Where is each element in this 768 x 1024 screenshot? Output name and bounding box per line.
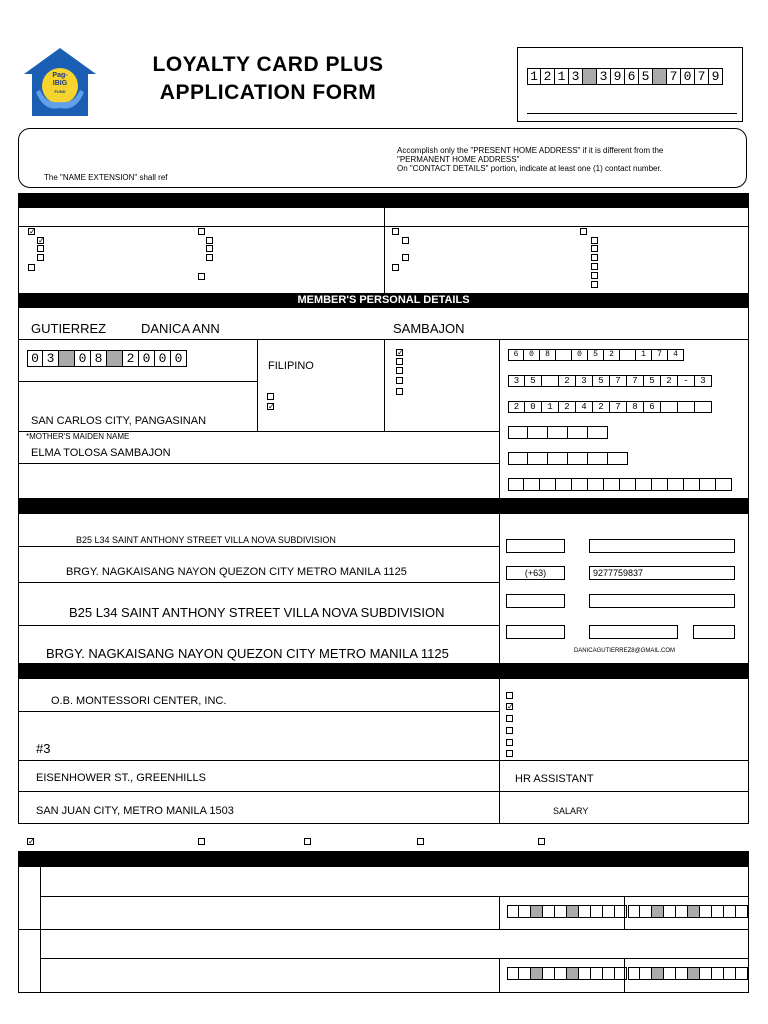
digit-box (531, 967, 543, 980)
employer-street-value[interactable]: EISENHOWER ST., GREENHILLS (36, 772, 206, 784)
pagibig-logo (22, 46, 98, 118)
checkbox-purpose-4[interactable] (198, 273, 205, 280)
digit-box: 5 (644, 375, 661, 387)
digit-box: 2 (604, 349, 620, 361)
checkbox-purpose-5a[interactable] (402, 237, 409, 244)
checkbox-purpose-7c[interactable] (591, 254, 598, 261)
digit-box: 2 (123, 350, 139, 367)
digit-box: 0 (171, 350, 187, 367)
employment-vdivider (499, 678, 500, 824)
digit-box (724, 905, 736, 918)
id-number-2-boxes[interactable] (508, 375, 712, 387)
bank-vdivider-mid-1 (499, 896, 500, 929)
id-number-1-boxes[interactable] (508, 349, 684, 361)
checkbox-purpose-7f[interactable] (591, 281, 598, 288)
logo-text-3: FUND (54, 89, 66, 94)
digit-box: 4 (576, 401, 593, 413)
income-source-value[interactable]: SALARY (553, 806, 589, 816)
digit-box (591, 967, 603, 980)
digit-box (664, 905, 676, 918)
fax-box[interactable] (589, 625, 678, 639)
digit-box: 0 (75, 350, 91, 367)
personal-row-divider-3 (18, 463, 499, 464)
digit-box (661, 401, 678, 413)
position-value[interactable]: HR ASSISTANT (515, 773, 594, 785)
digit-box (603, 905, 615, 918)
digit-box (678, 401, 695, 413)
checkbox-purpose-3b[interactable] (206, 245, 213, 252)
digit-box: 2 (508, 401, 525, 413)
digit-box (528, 426, 548, 439)
address-divider-2 (18, 582, 499, 583)
digit-box (508, 452, 528, 465)
digit-box (640, 967, 652, 980)
digit-box (716, 478, 732, 491)
employment-divider-3 (18, 791, 749, 792)
digit-box (555, 967, 567, 980)
digit-box: 6 (644, 401, 661, 413)
checkbox-purpose-3c[interactable] (206, 254, 213, 261)
personal-row-divider-1 (18, 381, 257, 382)
address-vdivider (499, 513, 500, 664)
section-bar-employment (18, 664, 749, 678)
checkbox-civil-status-single[interactable] (396, 349, 403, 356)
digit-box (528, 452, 548, 465)
digit-box (588, 452, 608, 465)
digit-box (688, 967, 700, 980)
section-bar-purpose (18, 193, 749, 207)
digit-box (568, 426, 588, 439)
country-code-value: (+63) (524, 568, 547, 578)
logo-text-1: Pag- (52, 72, 68, 79)
birth-place-value[interactable]: SAN CARLOS CITY, PANGASINAN (31, 415, 207, 427)
digit-box: - (678, 375, 695, 387)
employment-divider-2 (18, 760, 749, 761)
digit-box: 3 (597, 68, 611, 85)
checkbox-option-4[interactable] (417, 838, 424, 845)
checkbox-employment-3[interactable] (506, 715, 513, 722)
digit-box: 5 (593, 375, 610, 387)
checkbox-purpose-2[interactable] (28, 264, 35, 271)
id-number-3-boxes[interactable] (508, 401, 712, 413)
checkbox-purpose-3[interactable] (198, 228, 205, 235)
id-number-5-boxes[interactable] (508, 452, 628, 465)
checkbox-purpose-7b[interactable] (591, 245, 598, 252)
digit-box: 6 (625, 68, 639, 85)
last-name-value[interactable]: GUTIERREZ (31, 321, 107, 336)
digit-box (567, 967, 579, 980)
digit-box (688, 905, 700, 918)
digit-box: 1 (527, 68, 541, 85)
digit-box (588, 478, 604, 491)
digit-box (676, 905, 688, 918)
digit-box (591, 905, 603, 918)
digit-box (548, 426, 568, 439)
digit-box (603, 967, 615, 980)
mobile-number-box[interactable] (589, 566, 735, 580)
digit-box: 8 (91, 350, 107, 367)
digit-box (700, 478, 716, 491)
digit-box (567, 905, 579, 918)
country-code-box[interactable] (506, 566, 565, 580)
digit-box (556, 478, 572, 491)
bank-vdivider-mid-2 (499, 958, 500, 993)
purpose-vdivider (384, 207, 385, 294)
digit-box: 2 (661, 375, 678, 387)
bank-divider-1 (40, 896, 749, 897)
checkbox-option-3[interactable] (304, 838, 311, 845)
digit-box (556, 349, 572, 361)
personal-vdivider-1 (257, 339, 258, 432)
membership-id-boxes[interactable] (527, 68, 723, 85)
digit-box: 7 (627, 375, 644, 387)
digit-box (579, 967, 591, 980)
digit-box (736, 905, 748, 918)
email-value[interactable]: DANICAGUTIERREZ8@GMAIL.COM (573, 648, 676, 654)
home-phone-area-box[interactable] (506, 539, 565, 553)
digit-box (724, 967, 736, 980)
digit-box: 2 (593, 401, 610, 413)
digit-box (542, 375, 559, 387)
digit-box (588, 426, 608, 439)
bank-divider-3 (40, 958, 749, 959)
mobile-number-value: 9277759837 (593, 568, 644, 578)
digit-box (652, 967, 664, 980)
digit-box (508, 478, 524, 491)
digit-box: 7 (610, 375, 627, 387)
checkbox-purpose-7[interactable] (580, 228, 587, 235)
checkbox-sex-female[interactable] (267, 403, 274, 410)
digit-box: 6 (508, 349, 524, 361)
pres-address-line1[interactable]: B25 L34 SAINT ANTHONY STREET VILLA NOVA SUBDIVISION (69, 605, 445, 620)
digit-box (628, 967, 640, 980)
digit-box: 3 (508, 375, 525, 387)
instructions-left: The "NAME EXTENSION" shall ref (44, 173, 168, 182)
digit-box (615, 967, 627, 980)
instructions-right-3: On "CONTACT DETAILS" portion, indicate at least one (1) contact number. (397, 164, 662, 173)
employer-unit-value[interactable]: #3 (36, 741, 51, 756)
digit-box: 7 (652, 349, 668, 361)
digit-box: 0 (27, 350, 43, 367)
digit-box: 7 (695, 68, 709, 85)
digit-box (640, 905, 652, 918)
digit-box: 0 (524, 349, 540, 361)
digit-box (59, 350, 75, 367)
digit-box: 5 (525, 375, 542, 387)
instructions-right-1: Accomplish only the "PRESENT HOME ADDRESS" if it is different from the (397, 146, 664, 155)
digit-box: 2 (559, 375, 576, 387)
citizenship-value[interactable]: FILIPINO (268, 360, 314, 372)
mother-maiden-name-value[interactable]: ELMA TOLOSA SAMBAJON (31, 447, 171, 459)
logo-text-2: IBIG (52, 80, 68, 87)
digit-box (572, 478, 588, 491)
checkbox-employment-4[interactable] (506, 727, 513, 734)
digit-box (543, 905, 555, 918)
checkbox-purpose-7e[interactable] (591, 272, 598, 279)
digit-box: 1 (542, 401, 559, 413)
checkbox-civil-status-3[interactable] (396, 367, 403, 374)
digit-box: 0 (155, 350, 171, 367)
digit-box (524, 478, 540, 491)
first-name-value[interactable]: DANICA ANN (141, 321, 220, 336)
digit-box: 8 (627, 401, 644, 413)
section-bar-address (18, 499, 749, 513)
account-boxes-1a[interactable] (507, 905, 627, 918)
digit-box (519, 905, 531, 918)
digit-box (604, 478, 620, 491)
section-bar-personal (18, 293, 749, 307)
address-divider-3 (18, 625, 499, 626)
digit-box (568, 452, 588, 465)
digit-box: 1 (555, 68, 569, 85)
digit-box: 9 (709, 68, 723, 85)
form-title-line1: LOYALTY CARD PLUS (152, 53, 384, 76)
perm-address-line2[interactable]: BRGY. NAGKAISANG NAYON QUEZON CITY METRO MANILA 1125 (66, 566, 407, 578)
digit-box: 3 (43, 350, 59, 367)
home-phone-box[interactable] (589, 539, 735, 553)
business-phone-box[interactable] (589, 594, 735, 608)
digit-box: 3 (569, 68, 583, 85)
digit-box (508, 426, 528, 439)
employer-name-value[interactable]: O.B. MONTESSORI CENTER, INC. (51, 695, 227, 707)
form-title-line2: APPLICATION FORM (159, 81, 377, 104)
checkbox-purpose-7d[interactable] (591, 263, 598, 270)
digit-box (684, 478, 700, 491)
checkbox-employment-1[interactable] (506, 692, 513, 699)
digit-box (652, 478, 668, 491)
digit-box (519, 967, 531, 980)
digit-box: 2 (541, 68, 555, 85)
checkbox-purpose-1c[interactable] (37, 254, 44, 261)
mother-maiden-label: *MOTHER'S MAIDEN NAME (26, 432, 130, 441)
address-divider-1 (18, 546, 499, 547)
signature-line (527, 113, 737, 114)
digit-box (543, 967, 555, 980)
checkbox-civil-status-4[interactable] (396, 377, 403, 384)
digit-box: 0 (525, 401, 542, 413)
digit-box: 5 (588, 349, 604, 361)
digit-box (695, 401, 712, 413)
digit-box (664, 967, 676, 980)
birth-date-boxes[interactable] (27, 350, 187, 367)
checkbox-purpose-1a[interactable] (37, 237, 44, 244)
checkbox-purpose-1[interactable] (28, 228, 35, 235)
checkbox-purpose-5b[interactable] (402, 254, 409, 261)
perm-address-line1[interactable]: B25 L34 SAINT ANTHONY STREET VILLA NOVA SUBDIVISION (76, 535, 336, 545)
digit-box: 0 (681, 68, 695, 85)
digit-box: 7 (667, 68, 681, 85)
digit-box: 7 (610, 401, 627, 413)
digit-box (620, 478, 636, 491)
business-phone-area-box[interactable] (506, 594, 565, 608)
digit-box (712, 905, 724, 918)
checkbox-purpose-5[interactable] (392, 228, 399, 235)
digit-box (507, 967, 519, 980)
digit-box: 3 (695, 375, 712, 387)
personal-vdivider-3 (499, 339, 500, 499)
middle-name-value[interactable]: SAMBAJON (393, 321, 465, 336)
digit-box: 3 (576, 375, 593, 387)
digit-box: 1 (636, 349, 652, 361)
digit-box (736, 967, 748, 980)
digit-box (608, 452, 628, 465)
digit-box (676, 967, 688, 980)
personal-vdivider-2 (384, 339, 385, 432)
checkbox-civil-status-5[interactable] (396, 388, 403, 395)
digit-box (700, 967, 712, 980)
digit-box: 0 (572, 349, 588, 361)
instructions-right-2: "PERMANENT HOME ADDRESS" (397, 155, 520, 164)
digit-box (628, 905, 640, 918)
digit-box (653, 68, 667, 85)
fax-local-box[interactable] (693, 625, 735, 639)
bank-divider-2 (18, 929, 749, 930)
digit-box (579, 905, 591, 918)
checkbox-employment-2[interactable] (506, 703, 513, 710)
checkbox-civil-status-2[interactable] (396, 358, 403, 365)
checkbox-employment-5[interactable] (506, 739, 513, 746)
checkbox-employment-6[interactable] (506, 750, 513, 757)
digit-box (615, 905, 627, 918)
digit-box: 9 (611, 68, 625, 85)
checkbox-purpose-3a[interactable] (206, 237, 213, 244)
digit-box: 2 (559, 401, 576, 413)
account-boxes-2a[interactable] (507, 967, 627, 980)
checkbox-option-2[interactable] (198, 838, 205, 845)
id-number-6-boxes[interactable] (508, 478, 732, 491)
checkbox-purpose-7a[interactable] (591, 237, 598, 244)
digit-box (540, 478, 556, 491)
employer-city-value[interactable]: SAN JUAN CITY, METRO MANILA 1503 (36, 805, 234, 817)
digit-box (712, 967, 724, 980)
checkbox-purpose-1b[interactable] (37, 245, 44, 252)
digit-box (652, 905, 664, 918)
checkbox-option-5[interactable] (538, 838, 545, 845)
digit-box (668, 478, 684, 491)
digit-box (107, 350, 123, 367)
digit-box (700, 905, 712, 918)
digit-box: 5 (639, 68, 653, 85)
account-boxes-1b[interactable] (628, 905, 748, 918)
digit-box: 4 (668, 349, 684, 361)
digit-box (555, 905, 567, 918)
checkbox-option-1[interactable] (27, 838, 34, 845)
digit-box (531, 905, 543, 918)
digit-box: 8 (540, 349, 556, 361)
checkbox-purpose-6[interactable] (392, 264, 399, 271)
personal-section-title: MEMBER'S PERSONAL DETAILS (297, 294, 470, 306)
digit-box: 0 (139, 350, 155, 367)
id-number-4-boxes[interactable] (508, 426, 608, 439)
account-boxes-2b[interactable] (628, 967, 748, 980)
checkbox-sex-male[interactable] (267, 393, 274, 400)
digit-box (548, 452, 568, 465)
employment-divider-1 (18, 711, 499, 712)
digit-box (620, 349, 636, 361)
fax-area-box[interactable] (506, 625, 565, 639)
digit-box (583, 68, 597, 85)
digit-box (507, 905, 519, 918)
pres-address-line2[interactable]: BRGY. NAGKAISANG NAYON QUEZON CITY METRO MANILA 1125 (46, 646, 449, 661)
digit-box (636, 478, 652, 491)
section-bar-bank (18, 852, 749, 866)
